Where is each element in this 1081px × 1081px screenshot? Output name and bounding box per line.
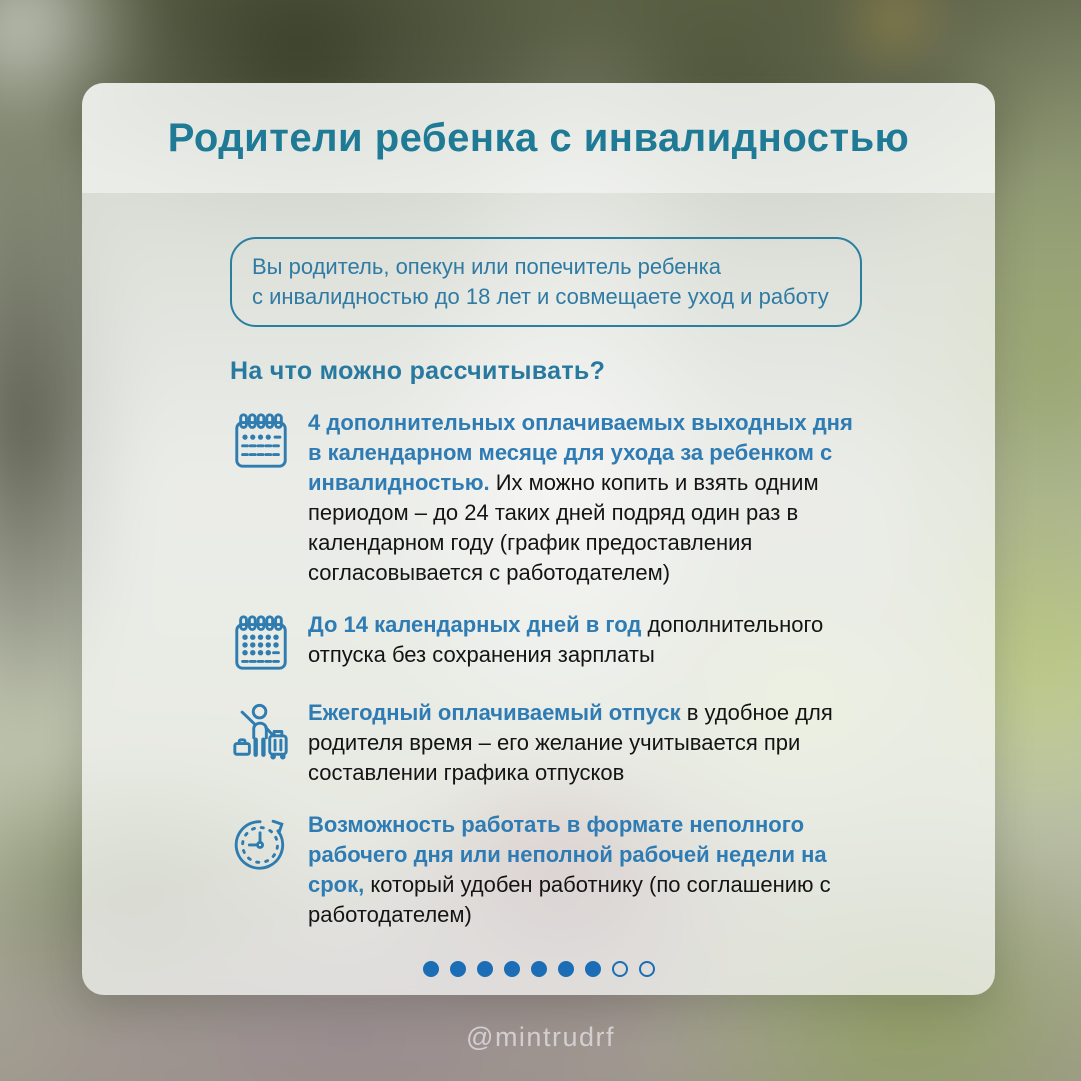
clock-schedule-icon — [230, 810, 292, 876]
pagination-dots — [82, 961, 995, 977]
pagination-dot[interactable] — [558, 961, 574, 977]
pagination-dot[interactable] — [504, 961, 520, 977]
benefit-lead: Возможность работать в формате неполного рабочего дня или неполной рабочей недели на срок, — [308, 812, 827, 897]
pagination-dot[interactable] — [531, 961, 547, 977]
section-heading: На что можно рассчитывать? — [230, 357, 606, 385]
benefit-text — [308, 408, 860, 588]
pagination-dot[interactable] — [612, 961, 628, 977]
benefit-lead: До 14 календарных дней в год — [308, 612, 642, 637]
benefit-item-unpaid-leave — [230, 610, 995, 676]
audience-callout-line: с инвалидностью до 18 лет и совмещаете уход и работу — [252, 284, 829, 309]
calendar-14-days-icon — [230, 610, 292, 676]
pagination-dot[interactable] — [423, 961, 439, 977]
pagination-dot[interactable] — [585, 961, 601, 977]
benefit-text — [308, 610, 860, 670]
benefit-lead: Ежегодный оплачиваемый отпуск — [308, 700, 681, 725]
page-title: Родители ребенка с инвалидностью — [167, 115, 910, 160]
audience-callout-line: Вы родитель, опекун или попечитель ребенка — [252, 254, 721, 279]
pagination-dot[interactable] — [450, 961, 466, 977]
pagination-dot[interactable] — [477, 961, 493, 977]
vacation-luggage-icon — [230, 698, 292, 764]
pagination-dot[interactable] — [639, 961, 655, 977]
benefit-item-paid-vacation — [230, 698, 995, 788]
social-handle: @mintrudrf — [466, 1022, 615, 1052]
benefit-item-extra-paid-days — [230, 408, 995, 588]
benefit-rest: дополнительного отпуска без сохранения зарплаты — [308, 612, 824, 667]
benefit-item-part-time — [230, 810, 995, 930]
benefit-lead: 4 дополнительных оплачиваемых выходных дня в календарном месяце для ухода за ребенком с инвалидностью. — [308, 410, 853, 495]
benefit-text — [308, 698, 860, 788]
audience-callout-box — [230, 237, 862, 327]
benefit-text — [308, 810, 860, 930]
benefit-rest: Их можно копить и взять одним периодом – до 24 таких дней подряд один раз в календарном году (график предоставления согласовывается с работодателем) — [308, 470, 819, 585]
benefits-list — [230, 408, 995, 930]
calendar-4-days-icon — [230, 408, 292, 474]
card-header — [82, 83, 995, 193]
benefit-rest: который удобен работнику (по соглашению с работодателем) — [308, 872, 831, 927]
benefit-rest: в удобное для родителя время – его желание учитывается при составлении графика отпусков — [308, 700, 833, 785]
content-card — [82, 83, 995, 995]
